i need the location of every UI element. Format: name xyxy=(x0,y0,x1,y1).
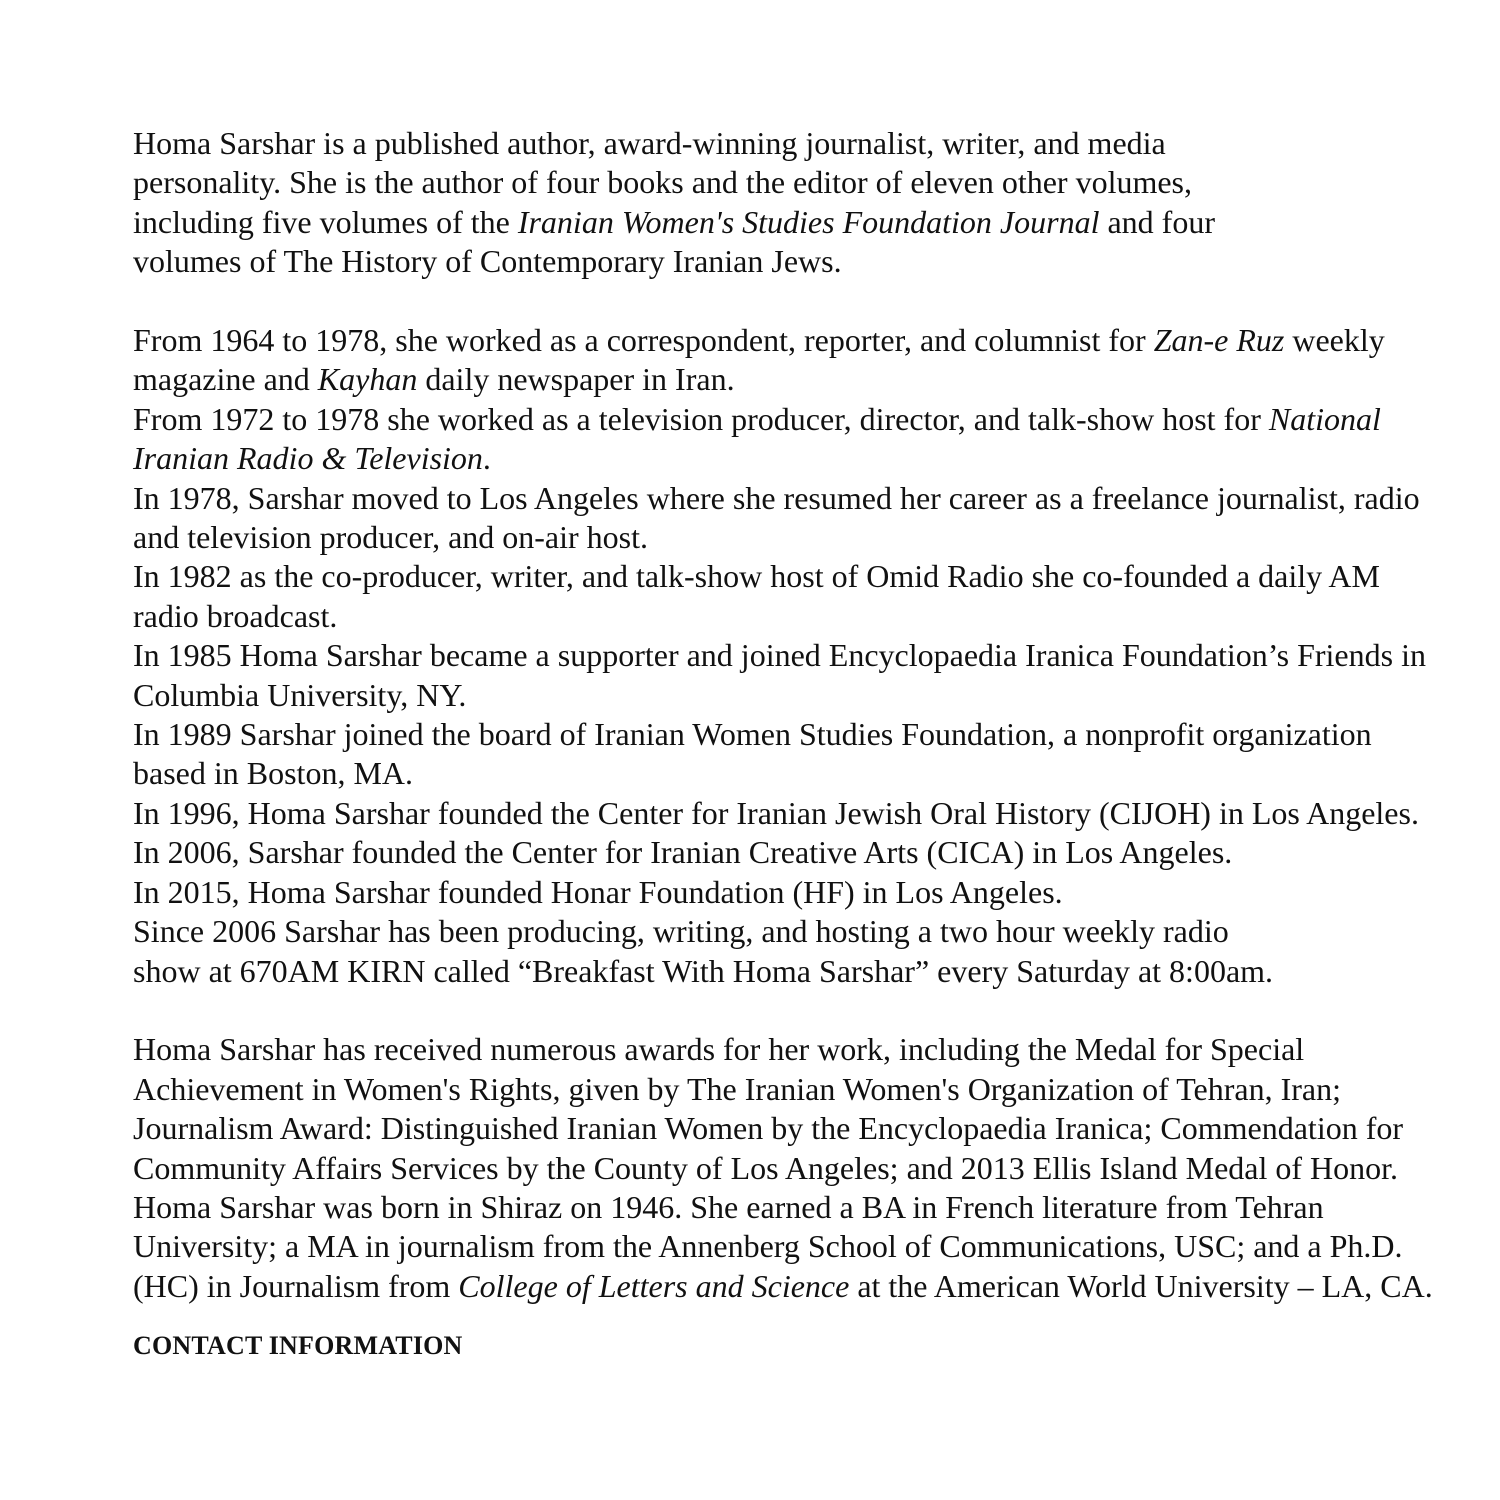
paragraph-spacer xyxy=(133,991,1433,1030)
education-text: at the American World University – LA, CA. xyxy=(849,1267,1433,1304)
college-title: College of Letters and Science xyxy=(458,1267,850,1304)
career-item xyxy=(133,321,1433,400)
career-item: In 2015, Homa Sarshar founded Honar Foundation (HF) in Los Angeles. xyxy=(133,873,1063,910)
journal-title: Iranian Women's Studies Foundation Journal xyxy=(517,203,1100,240)
intro-line: personality. She is the author of four books and the editor of eleven other volumes, xyxy=(133,164,1192,201)
career-text: From 1972 to 1978 she worked as a television producer, director, and talk-show host for xyxy=(133,400,1269,437)
network-title: National Iranian Radio & Television xyxy=(133,400,1381,477)
career-item: In 1985 Homa Sarshar became a supporter and joined Encyclopaedia Iranica Foundation’s Friends in Columbia University, NY. xyxy=(133,637,1426,713)
career-text: . xyxy=(482,440,491,477)
magazine-title: Zan-e Ruz xyxy=(1153,322,1285,359)
career-item: In 1989 Sarshar joined the board of Iranian Women Studies Foundation, a nonprofit organization based in Boston, MA. xyxy=(133,716,1372,792)
newspaper-title: Kayhan xyxy=(317,361,418,398)
contact-heading: CONTACT INFORMATION xyxy=(133,1331,463,1361)
career-text: From 1964 to 1978, she worked as a correspondent, reporter, and columnist for xyxy=(133,322,1154,359)
document-body xyxy=(133,124,1433,1366)
intro-text: and four xyxy=(1099,203,1215,240)
education-paragraph xyxy=(133,1188,1433,1306)
intro-text: including five volumes of the xyxy=(133,203,518,240)
intro-line: volumes of The History of Contemporary Iranian Jews. xyxy=(133,243,842,280)
career-item: In 1982 as the co-producer, writer, and talk-show host of Omid Radio she co-founded a daily AM radio broadcast. xyxy=(133,558,1380,634)
career-item: In 1978, Sarshar moved to Los Angeles where she resumed her career as a freelance journalist, radio and television producer, and on-air host. xyxy=(133,479,1420,556)
career-item: In 1996, Homa Sarshar founded the Center for Iranian Jewish Oral History (CIJOH) in Los Angeles. xyxy=(133,794,1419,831)
career-item xyxy=(133,400,1433,479)
career-line: show at 670AM KIRN called “Breakfast With Homa Sarshar” every Saturday at 8:00am. xyxy=(133,952,1274,989)
intro-line xyxy=(133,203,1433,242)
awards-paragraph: Homa Sarshar has received numerous awards for her work, including the Medal for Special Achievement in Women's Rights, given by The Iranian Women's Organization of Tehran, Iran; Journalism Award: Distinguished Iranian Women by the Encyclopaedia Iranica; Commendation for Community Affairs Services by the County of Los Angeles; and 2013 Ellis Island Medal of Honor. xyxy=(133,1031,1404,1186)
career-text: weekly magazine and xyxy=(133,322,1385,398)
career-item: In 2006, Sarshar founded the Center for Iranian Creative Arts (CICA) in Los Angeles. xyxy=(133,834,1233,871)
paragraph-spacer xyxy=(133,282,1433,321)
education-text: Homa Sarshar was born in Shiraz on 1946. She earned a BA in French literature from Tehran University; a MA in journalism from the Annenberg School of Communications, USC; and a Ph.D. (HC) in Journalism from xyxy=(133,1188,1403,1304)
career-text: daily newspaper in Iran. xyxy=(417,361,735,398)
career-line: Since 2006 Sarshar has been producing, writing, and hosting a two hour weekly radio xyxy=(133,913,1229,950)
intro-line: Homa Sarshar is a published author, award-winning journalist, writer, and media xyxy=(133,125,1166,161)
intro-paragraph xyxy=(133,124,1433,282)
career-paragraph xyxy=(133,321,1433,991)
